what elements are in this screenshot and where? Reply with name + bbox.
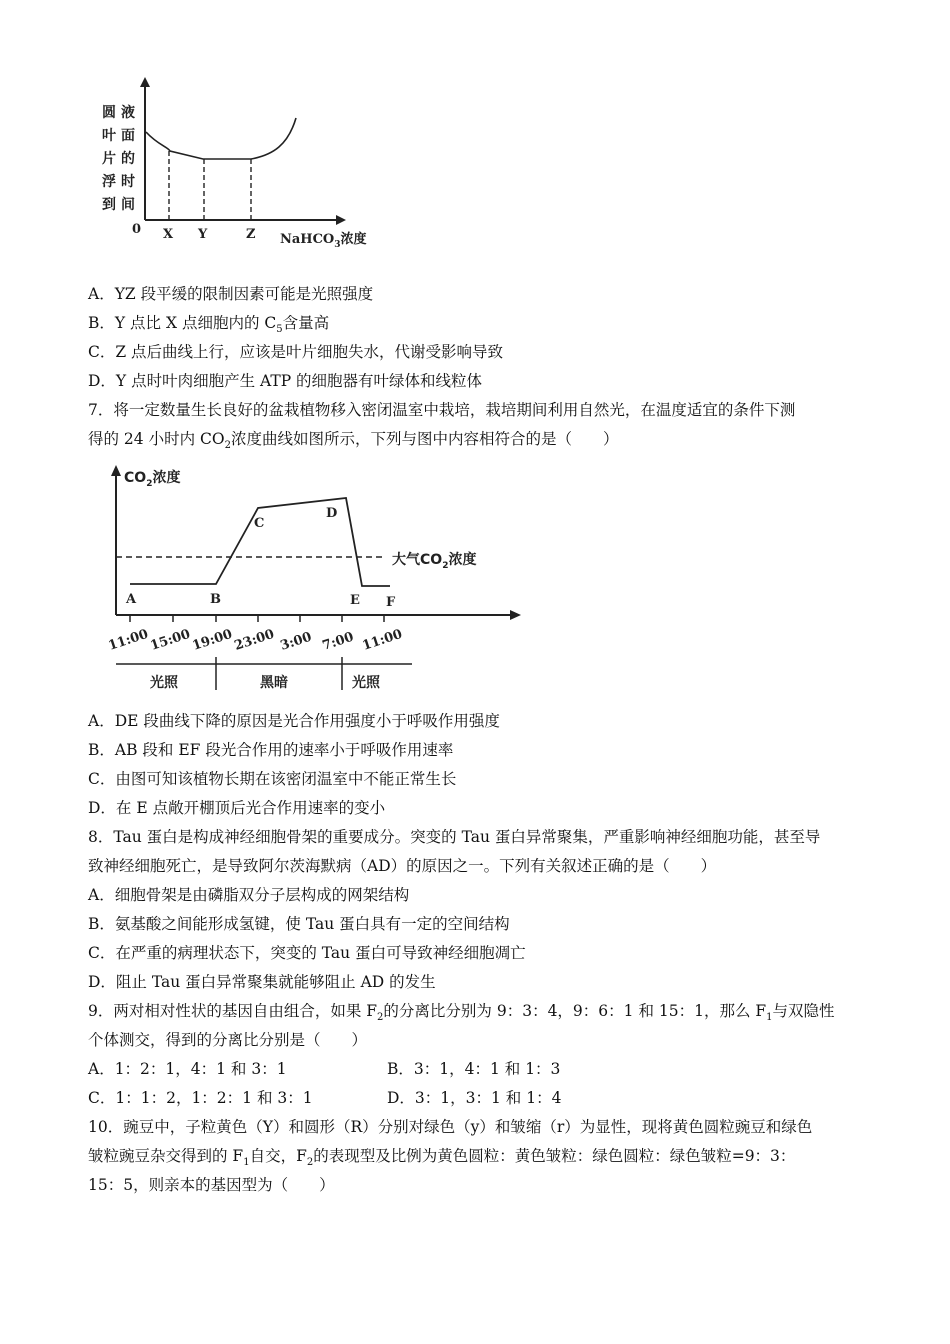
- time-tick: 11:00: [106, 626, 151, 654]
- time-tick: 3:00: [278, 629, 314, 654]
- x-axis-label: NaHCO$_3$浓度: [280, 232, 367, 250]
- q9-stem-line1: 9．两对相对性状的基因自由组合，如果 $F_2$的分离比分别为 9：3：4，9：6：1 和 15：1，那么 $F_1$与双隐性: [88, 1002, 835, 1024]
- ylabel-char: 液: [121, 105, 135, 121]
- q9-option-d: D．3：1，3：1 和 1：4: [387, 1089, 562, 1107]
- q6-option-d: D．Y 点时叶肉细胞产生 ATP 的细胞器有叶绿体和线粒体: [88, 372, 483, 390]
- ylabel-char: 时: [121, 174, 135, 190]
- q7-stem-line1: 7．将一定数量生长良好的盆栽植物移入密闭温室中栽培，栽培期间利用自然光，在温度适宜的条件下测: [88, 401, 796, 419]
- q8-option-d: D．阻止 Tau 蛋白异常聚集就能够阻止 AD 的发生: [88, 973, 436, 991]
- q6-option-a: A．YZ 段平缓的限制因素可能是光照强度: [88, 285, 374, 303]
- ylabel-char: 的: [121, 151, 135, 167]
- x-axis-arrow: [336, 215, 346, 225]
- point-c-label: C: [254, 516, 265, 531]
- atmospheric-co2-label: 大气$CO_2$浓度: [392, 552, 477, 571]
- q8-option-c: C．在严重的病理状态下，突变的 Tau 蛋白可导致神经细胞凋亡: [88, 944, 526, 962]
- q7-option-a: A．DE 段曲线下降的原因是光合作用强度小于呼吸作用强度: [88, 712, 500, 730]
- time-tick: 11:00: [360, 626, 405, 654]
- ylabel-char: 圆: [102, 105, 116, 121]
- tick-x: X: [163, 227, 174, 242]
- period-light-2: 光照: [352, 675, 380, 691]
- point-f-label: F: [386, 595, 396, 610]
- point-a-label: A: [126, 592, 137, 607]
- q7-option-b: B．AB 段和 EF 段光合作用的速率小于呼吸作用速率: [88, 741, 454, 759]
- time-tick: 15:00: [148, 626, 193, 654]
- y-axis-arrow: [111, 465, 121, 476]
- q8-option-a: A．细胞骨架是由磷脂双分子层构成的网架结构: [88, 886, 410, 904]
- q8-option-b: B．氨基酸之间能形成氢键，使 Tau 蛋白具有一定的空间结构: [88, 915, 510, 933]
- period-light-1: 光照: [150, 675, 178, 691]
- point-d-label: D: [326, 506, 338, 521]
- time-tick: 7:00: [320, 629, 356, 654]
- ylabel-char: 叶: [102, 128, 116, 144]
- tick-y: Y: [198, 227, 208, 242]
- origin-label: 0: [132, 222, 142, 237]
- point-b-label: B: [210, 592, 221, 607]
- q10-stem-line2: 皱粒豌豆杂交得到的 $F_1$自交，$F_2$的表现型及比例为黄色圆粒：黄色皱粒：绿色圆粒：绿色皱粒=9：3：: [88, 1147, 796, 1169]
- x-ticks: [130, 615, 384, 622]
- q10-stem-line3: 15：5，则亲本的基因型为（ ）: [88, 1176, 335, 1194]
- time-tick: 19:00: [190, 626, 235, 654]
- q9-option-a: A．1：2：1，4：1 和 3：1: [88, 1060, 287, 1078]
- ylabel-char: 片: [102, 151, 116, 167]
- ylabel-char: 面: [121, 128, 135, 144]
- q8-stem-line1: 8．Tau 蛋白是构成神经细胞骨架的重要成分。突变的 Tau 蛋白异常聚集，严重影响神经细胞功能，甚至导: [88, 828, 821, 846]
- q6-option-b: B．Y 点比 X 点细胞内的 $C_5$含量高: [88, 314, 330, 336]
- q10-stem-line1: 10．豌豆中，子粒黄色（Y）和圆形（R）分别对绿色（y）和皱缩（r）为显性，现将黄色圆粒豌豆和绿色: [88, 1118, 813, 1136]
- figure-2-co2-chart: [100, 460, 530, 700]
- time-tick: 23:00: [232, 626, 277, 654]
- x-axis-arrow: [510, 610, 521, 620]
- ylabel-char: 间: [121, 197, 135, 213]
- q6-option-c: C．Z 点后曲线上行，应该是叶片细胞失水，代谢受影响导致: [88, 343, 504, 361]
- y-axis-arrow: [140, 77, 150, 87]
- figure-1-leaf-float-chart: [88, 75, 388, 260]
- ylabel-char: 浮: [102, 174, 116, 190]
- ylabel-char: 到: [102, 197, 116, 213]
- q9-option-c: C．1：1：2，1：2：1 和 3：1: [88, 1089, 313, 1107]
- q7-stem-line2: 得的 24 小时内 $CO_2$浓度曲线如图所示，下列与图中内容相符合的是（ ）: [88, 430, 619, 452]
- q8-stem-line2: 致神经细胞死亡，是导致阿尔茨海默病（AD）的原因之一。下列有关叙述正确的是（ ）: [88, 857, 717, 875]
- q7-option-d: D．在 E 点敞开棚顶后光合作用速率的变小: [88, 799, 386, 817]
- co2-curve: [130, 498, 390, 586]
- point-e-label: E: [350, 593, 360, 608]
- period-dark: 黑暗: [260, 675, 288, 691]
- tick-z: Z: [246, 227, 256, 242]
- q9-stem-line2: 个体测交，得到的分离比分别是（ ）: [88, 1031, 368, 1049]
- figure-1-ylabel: [102, 104, 135, 213]
- q7-option-c: C．由图可知该植物长期在该密闭温室中不能正常生长: [88, 770, 457, 788]
- y-axis-label: $CO_2$浓度: [124, 470, 181, 489]
- q9-option-b: B．3：1，4：1 和 1：3: [387, 1060, 561, 1078]
